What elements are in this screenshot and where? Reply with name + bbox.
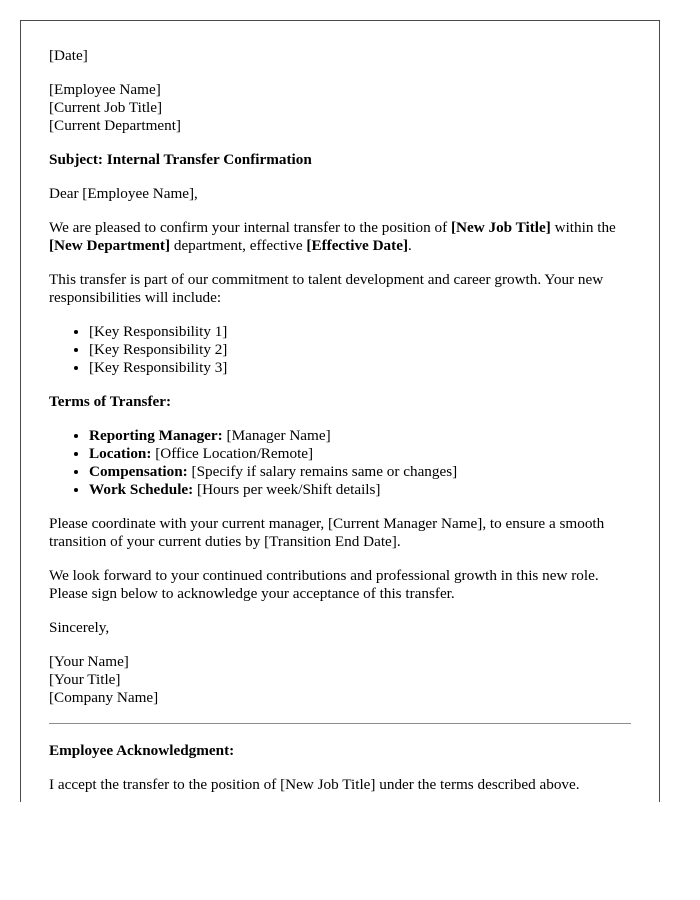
sender-block: [49, 653, 631, 707]
new-job-title: [New Job Title]: [450, 219, 551, 236]
responsibilities-list: [49, 323, 631, 377]
divider: [49, 723, 631, 724]
acknowledgment-heading: [49, 742, 631, 760]
responsibility-item: • [Key Responsibility 2]: [89, 341, 631, 359]
intro-part1: We are pleased to confirm your internal transfer to the position of: [49, 219, 451, 236]
terms-heading: [49, 393, 631, 411]
acknowledgment-heading-text: Employee Acknowledgment:: [49, 742, 235, 759]
intro-paragraph: [49, 219, 631, 255]
recipient-block: [49, 81, 631, 135]
letter-subject: [49, 151, 631, 169]
intro-part3: department, effective: [170, 237, 307, 254]
effective-date: [Effective Date]: [306, 237, 409, 254]
letter-date: [Date]: [49, 47, 88, 64]
term-value: [Office Location/Remote]: [151, 445, 314, 462]
terms-list: [49, 427, 631, 499]
term-location: [89, 445, 631, 463]
acknowledgment-text: I accept the transfer to the position of [New Job Title] under the terms described above.: [49, 776, 580, 793]
new-department: [New Department]: [49, 237, 171, 254]
responsibility-item: • [Key Responsibility 1]: [89, 323, 631, 341]
recipient-department: [Current Department]: [49, 117, 181, 134]
sender-title: [Your Title]: [49, 671, 121, 688]
closing-paragraph: We look forward to your continued contributions and professional growth in this new role. Please sign below to acknowledge your acceptance of this transfer.: [49, 567, 599, 602]
term-label: Reporting Manager:: [89, 427, 223, 444]
term-work-schedule: [89, 481, 631, 499]
term-value: [Manager Name]: [222, 427, 331, 444]
recipient-title: [Current Job Title]: [49, 99, 163, 116]
sender-company: [Company Name]: [49, 689, 159, 706]
sender-name: [Your Name]: [49, 653, 129, 670]
term-value: [Specify if salary remains same or changes]: [187, 463, 458, 480]
development-paragraph: This transfer is part of our commitment to talent development and career growth. Your new responsibilities will include:: [49, 271, 604, 306]
coordinate-paragraph: Please coordinate with your current manager, [Current Manager Name], to ensure a smooth transition of your current duties by [Transition End Date].: [49, 515, 605, 550]
term-value: [Hours per week/Shift details]: [193, 481, 381, 498]
recipient-name: [Employee Name]: [49, 81, 161, 98]
terms-heading-text: Terms of Transfer:: [49, 393, 172, 410]
term-label: Work Schedule:: [89, 481, 194, 498]
intro-part2: within the: [550, 219, 616, 236]
term-label: Location:: [89, 445, 152, 462]
intro-part4: .: [408, 237, 412, 254]
term-label: Compensation:: [89, 463, 188, 480]
term-compensation: [89, 463, 631, 481]
sign-off: Sincerely,: [49, 619, 110, 636]
responsibility-item: • [Key Responsibility 3]: [89, 359, 631, 377]
salutation: Dear [Employee Name],: [49, 185, 198, 202]
transfer-letter: [20, 20, 660, 802]
term-reporting-manager: [89, 427, 631, 445]
subject-text: Subject: Internal Transfer Confirmation: [49, 151, 312, 168]
